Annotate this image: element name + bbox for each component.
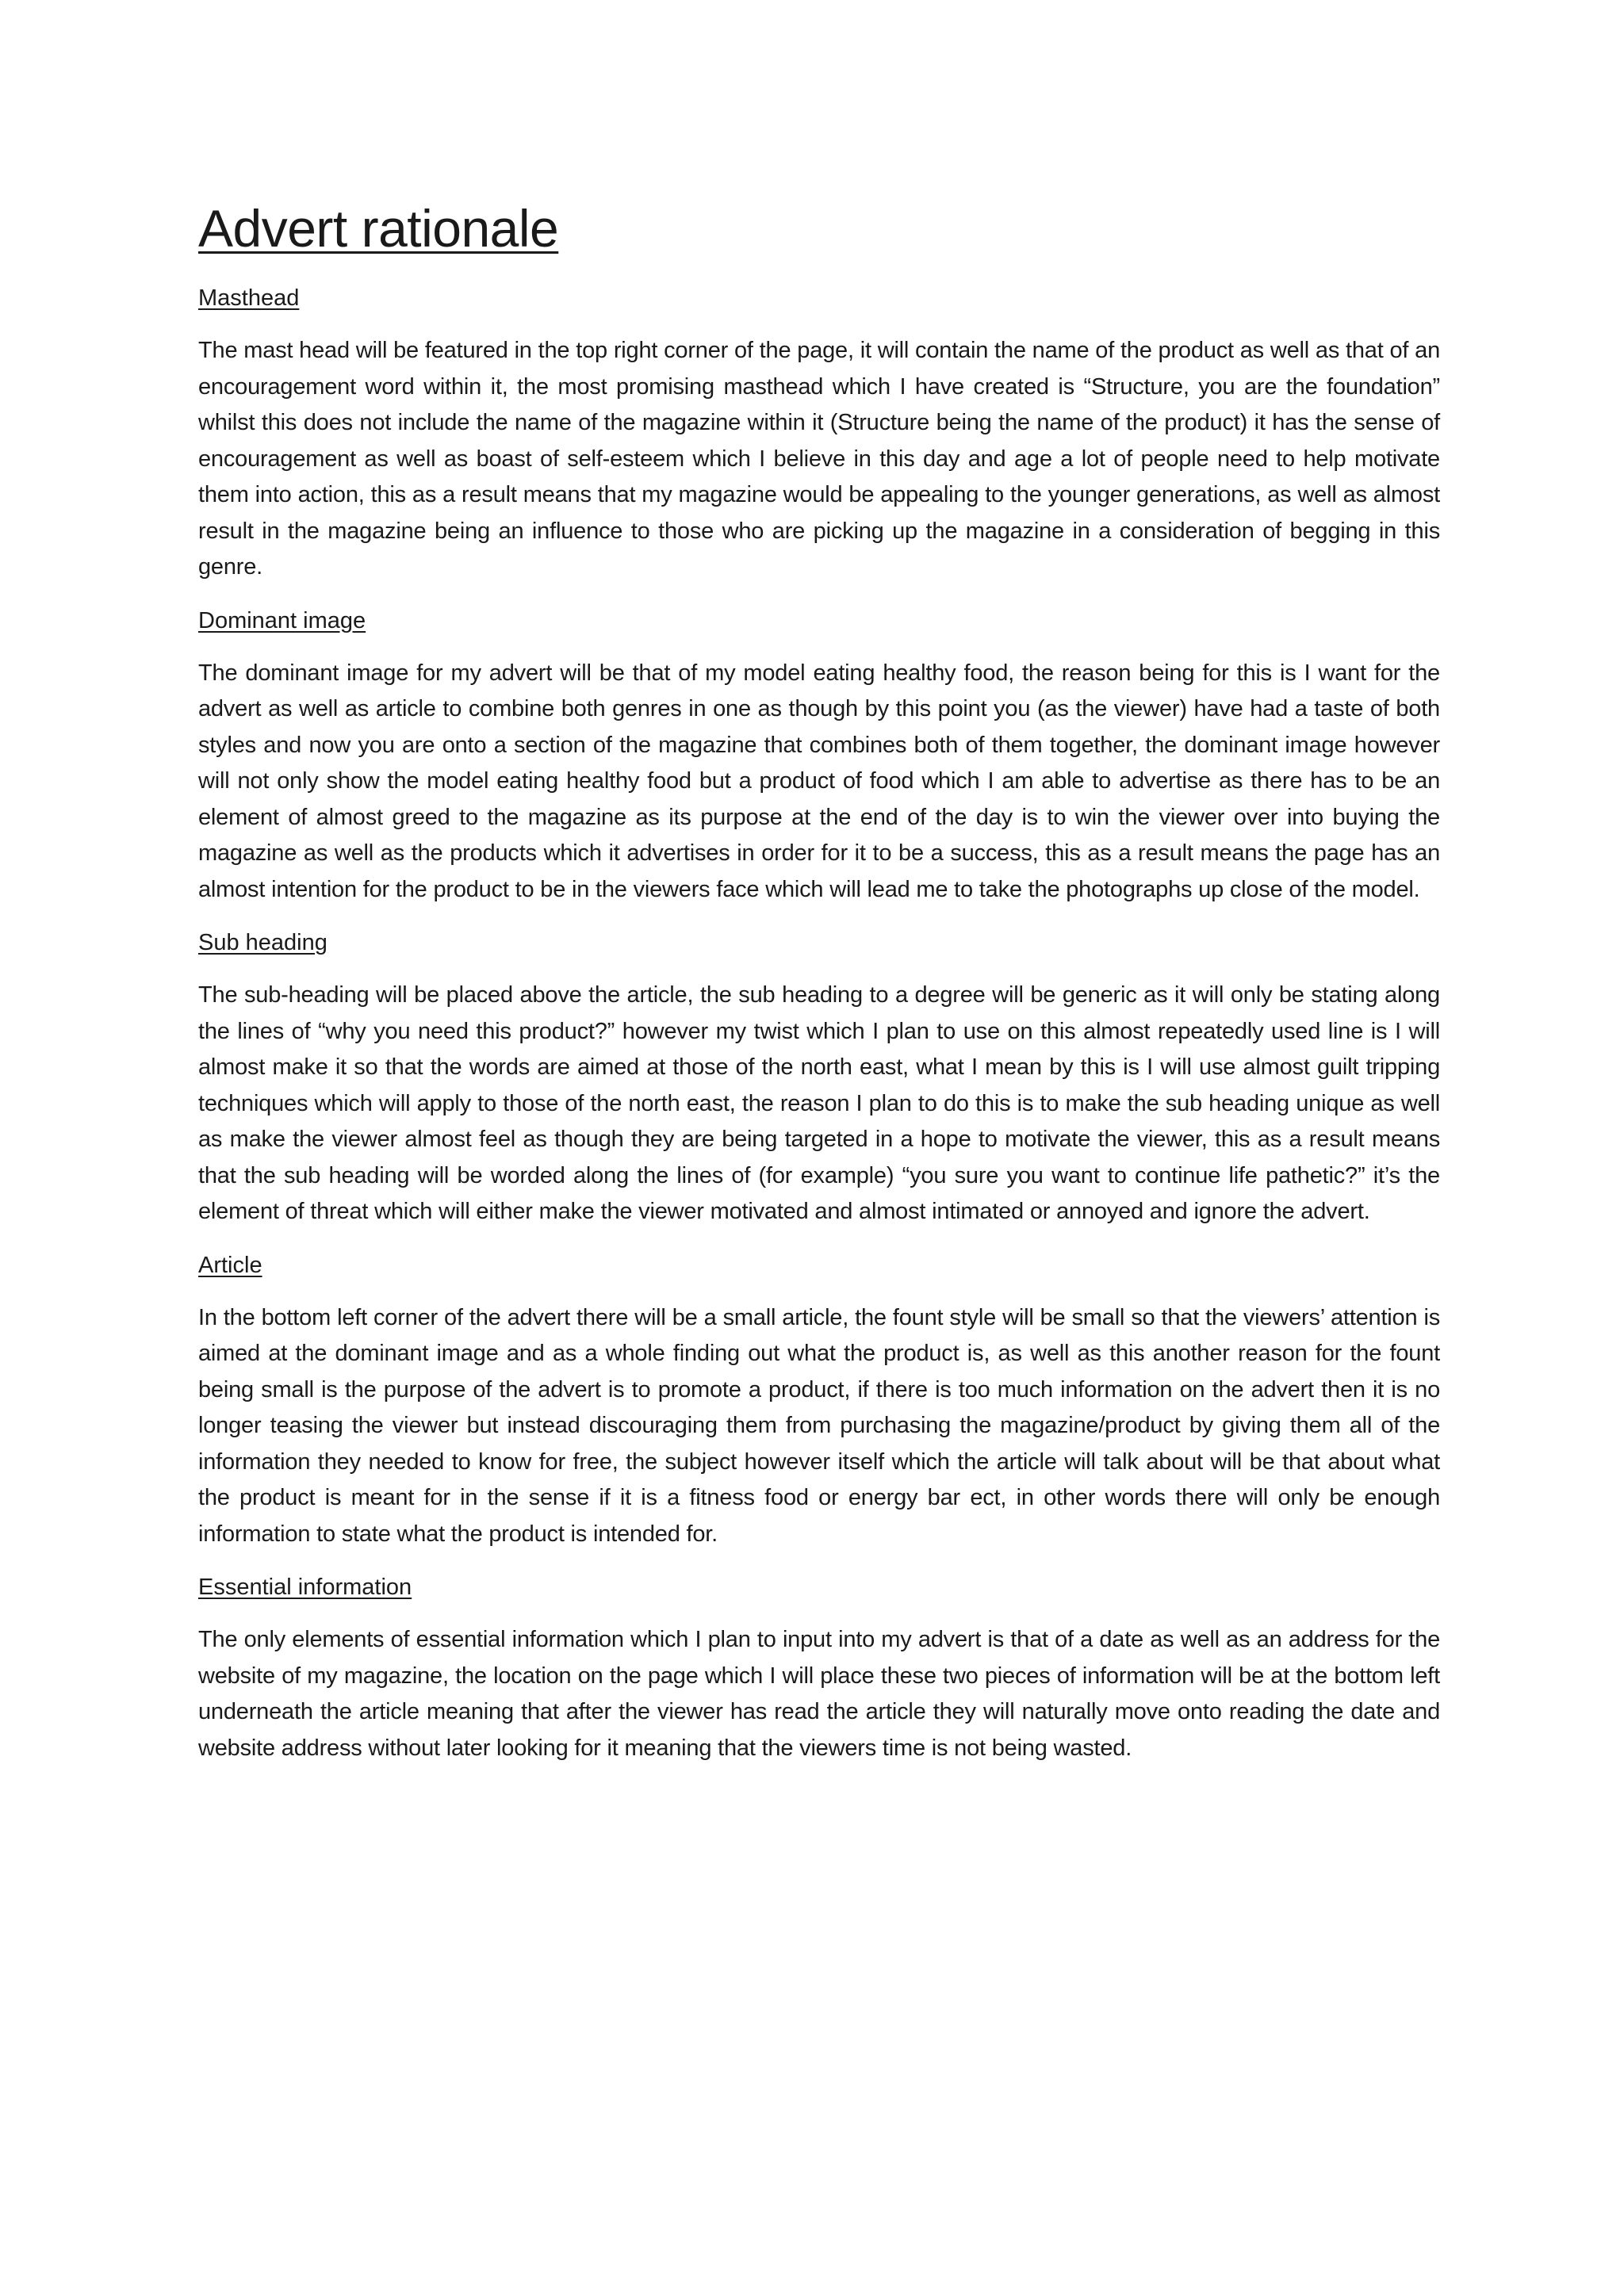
section-paragraph: The dominant image for my advert will be that of my model eating healthy food, the reason being for this is I want for the advert as well as article to combine both genres in one as though by this point you (as the viewer) have had a taste of both styles and now you are onto a section of the magazine that combines both of them together, the dominant image however will not only show the model eating healthy food but a product of food which I am able to advertise as there has to be an element of almost greed to the magazine as its purpose at the end of the day is to win the viewer over into buying the magazine as well as the products which it advertises in order for it to be a success, this as a result means the page has an almost intention for the product to be in the viewers face which will lead me to take the photographs up close of the model.: [198, 660, 1440, 902]
section-heading: Sub heading: [198, 930, 327, 955]
section-paragraph: In the bottom left corner of the advert there will be a small article, the fount style will be small so that the viewers’ attention is aimed at the dominant image and as a whole finding out what the product is, as well as this another reason for the fount being small is the purpose of the advert is to promote a product, if there is too much information on the advert then it is no longer teasing the viewer but instead discouraging them from purchasing the magazine/product by giving them all of the information they needed to know for free, the subject however itself which the article will talk about will be that about what the product is meant for in the sense if it is a fitness food or energy bar ect, in other words there will only be enough information to state what the product is intended for.: [198, 1304, 1440, 1547]
section-essential-information: [198, 1570, 1440, 1766]
document-title: Advert rationale: [198, 199, 559, 258]
section-heading: Masthead: [198, 285, 300, 311]
section-article: [198, 1248, 1440, 1553]
section-heading: Essential information: [198, 1575, 412, 1600]
section-masthead: [198, 281, 1440, 586]
section-paragraph: The only elements of essential information which I plan to input into my advert is that of a date as well as an address for the website of my magazine, the location on the page which I will place these two pieces of information will be at the bottom left underneath the article meaning that after the viewer has read the article they will naturally move onto reading the date and website address without later looking for it meaning that the viewers time is not being wasted.: [198, 1627, 1440, 1761]
section-heading: Article: [198, 1252, 262, 1278]
section-heading: Dominant image: [198, 607, 366, 633]
section-paragraph: The mast head will be featured in the top right corner of the page, it will contain the name of the product as well as that of an encouragement word within it, the most promising masthead which I have created is “Structure, you are the foundation” whilst this does not include the name of the magazine within it (Structure being the name of the product) it has the sense of encouragement as well as boast of self-esteem which I believe in this day and age a lot of people need to help motivate them into action, this as a result means that my magazine would be appealing to the younger generations, as well as almost result in the magazine being an influence to those who are picking up the magazine in a consideration of begging in this genre.: [198, 338, 1440, 580]
section-dominant-image: [198, 603, 1440, 909]
section-paragraph: The sub-heading will be placed above the article, the sub heading to a degree will be generic as it will only be stating along the lines of “why you need this product?” however my twist which I plan to use on this almost repeatedly used line is I will almost make it so that the words are aimed at those of the north east, what I mean by this is I will use almost guilt tripping techniques which will apply to those of the north east, the reason I plan to do this is to make the sub heading unique as well as make the viewer almost feel as though they are being targeted in a hope to motivate the viewer, this as a result means that the sub heading will be worded along the lines of (for example) “you sure you want to continue life pathetic?” it’s the element of threat which will either make the viewer motivated and almost intimated or annoyed and ignore the advert.: [198, 982, 1440, 1224]
document-content: [198, 197, 1440, 1784]
section-sub-heading: [198, 925, 1440, 1230]
